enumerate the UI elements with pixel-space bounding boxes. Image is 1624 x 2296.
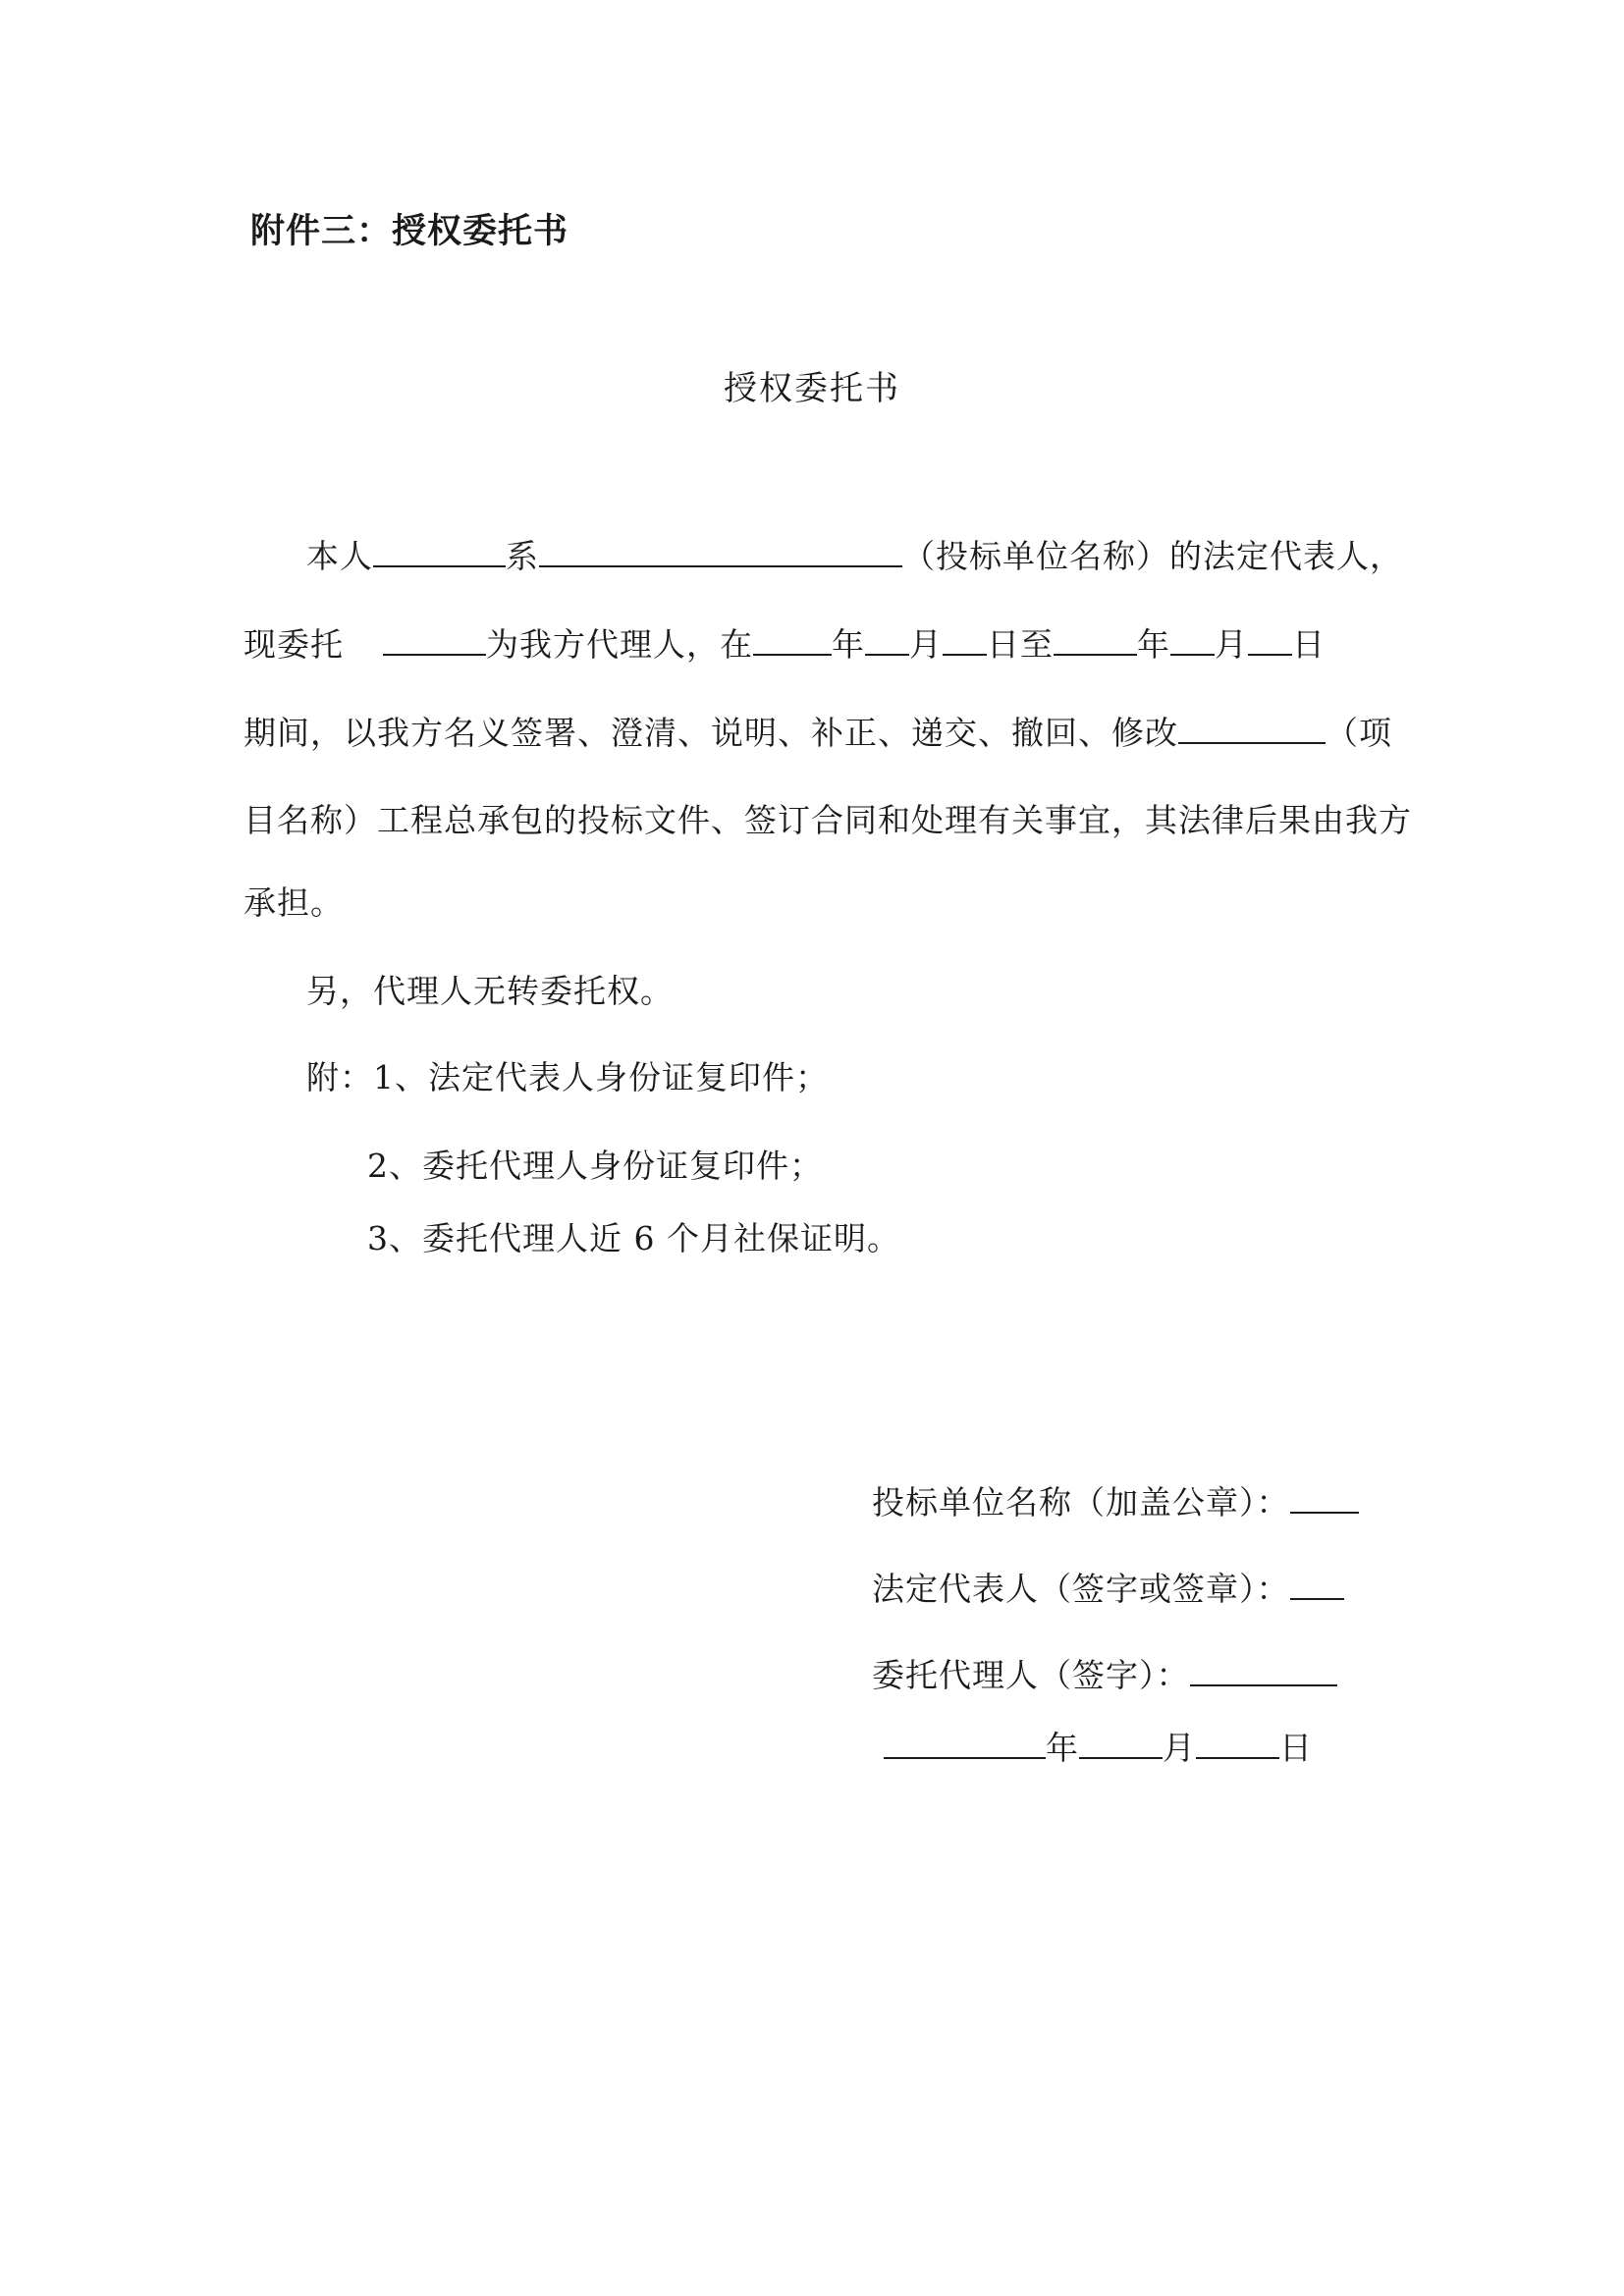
no-subdelegation-note: 另，代理人无转委托权。 [306,972,674,1010]
text-xi: 系 [506,537,539,575]
text-date-month: 月 [1163,1729,1196,1767]
blank-start-day [943,624,987,656]
signature-date-line [884,1728,1313,1768]
label-agent: 委托代理人（签字）： [872,1656,1190,1694]
blank-end-day [1248,624,1292,656]
attachment-item-2: 2、委托代理人身份证复印件； [367,1147,823,1185]
blank-start-month [865,624,909,656]
signature-agent-line [872,1655,1337,1695]
text-day-1: 日至 [987,625,1054,664]
blank-date-year [884,1728,1046,1759]
attachment-item-3: 3、委托代理人近 6 个月社保证明。 [367,1219,900,1257]
label-legal-rep: 法定代表人（签字或签章）： [872,1570,1290,1608]
text-month-2: 月 [1215,625,1248,664]
document-title: 授权委托书 [724,369,900,408]
blank-date-month [1079,1728,1163,1759]
blank-project-name [1178,713,1326,744]
text-period: 期间，以我方名义签署、澄清、说明、补正、递交、撤回、修改 [244,714,1178,752]
signature-company-line [872,1482,1359,1522]
text-xiang: （项 [1326,714,1392,752]
text-month-1: 月 [909,625,943,664]
blank-agent [383,624,486,656]
text-day-2: 日 [1292,625,1326,664]
blank-legal-rep [1290,1569,1344,1600]
attachment-item-1: 附：1、法定代表人身份证复印件； [306,1058,829,1096]
blank-end-month [1170,624,1215,656]
text-year-1: 年 [832,625,865,664]
blank-agent-signature [1190,1655,1337,1686]
paragraph-line-2 [244,624,1326,665]
signature-legal-rep-line [872,1569,1344,1609]
text-company-role: （投标单位名称）的法定代表人， [902,537,1403,575]
blank-company [539,536,902,567]
attachment-heading: 附件三：授权委托书 [250,212,569,251]
blank-company-seal [1290,1482,1359,1514]
text-date-day: 日 [1279,1729,1313,1767]
blank-end-year [1054,624,1137,656]
text-ben-ren: 本人 [306,537,373,575]
blank-date-day [1196,1728,1279,1759]
text-year-2: 年 [1137,625,1170,664]
paragraph-line-4: 目名称）工程总承包的投标文件、签订合同和处理有关事宜，其法律后果由我方 [244,801,1412,839]
paragraph-line-1 [306,536,1403,576]
text-date-year: 年 [1046,1729,1079,1767]
blank-start-year [753,624,832,656]
label-company-seal: 投标单位名称（加盖公章）： [872,1483,1290,1522]
paragraph-line-3 [244,713,1392,753]
text-xian-weituo: 现委托 [244,625,344,664]
blank-name [373,536,506,567]
paragraph-line-5: 承担。 [244,883,344,922]
text-agent-role: 为我方代理人，在 [486,625,753,664]
